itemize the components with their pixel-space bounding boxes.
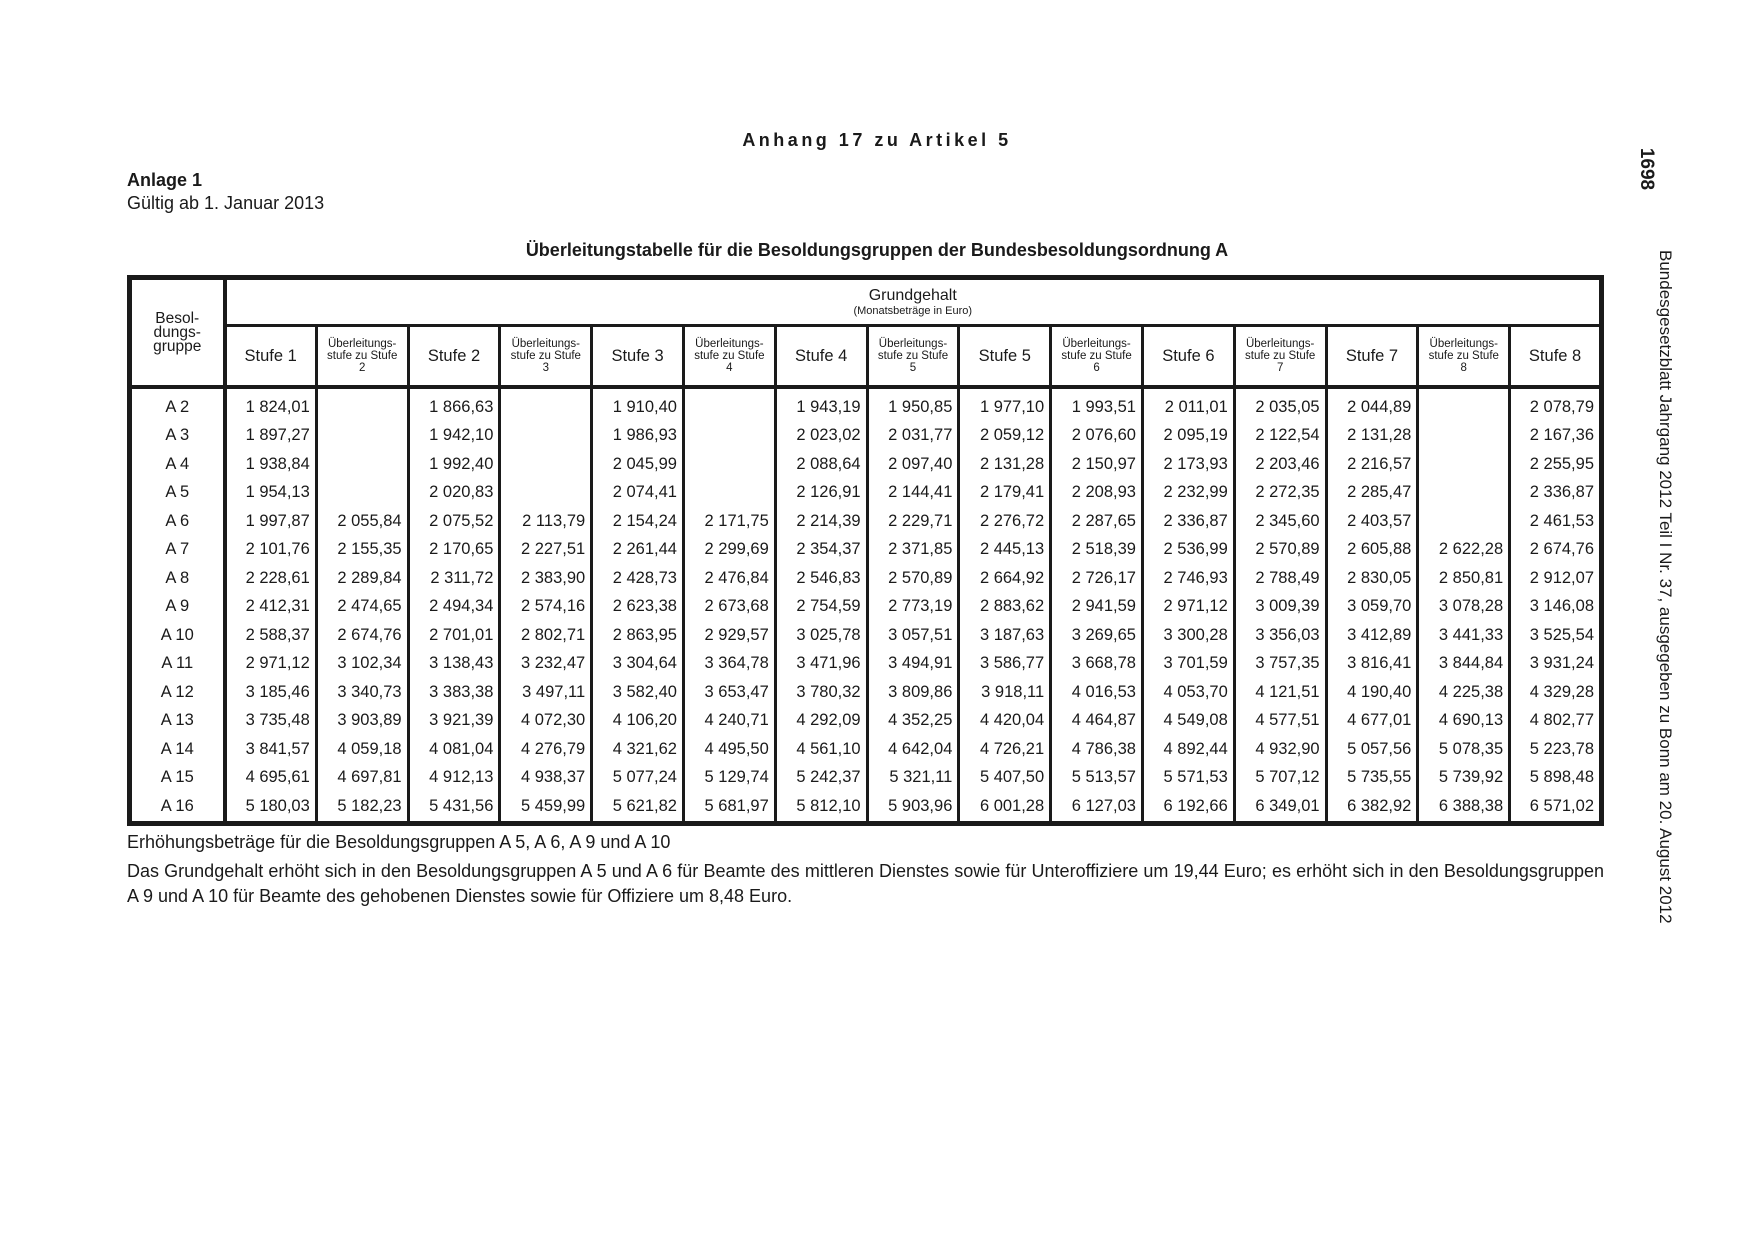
salary-cell: 6 001,28 xyxy=(959,792,1051,823)
pay-group-cell: A 4 xyxy=(130,450,225,479)
salary-cell: 3 918,11 xyxy=(959,678,1051,707)
salary-cell: 4 495,50 xyxy=(683,735,775,764)
salary-cell: 4 081,04 xyxy=(408,735,500,764)
salary-cell: 2 311,72 xyxy=(408,564,500,593)
salary-cell: 3 586,77 xyxy=(959,650,1051,679)
salary-cell: 2 035,05 xyxy=(1234,387,1326,422)
salary-cell: 4 053,70 xyxy=(1142,678,1234,707)
salary-cell xyxy=(1418,387,1510,422)
salary-cell: 2 011,01 xyxy=(1142,387,1234,422)
salary-cell xyxy=(500,387,592,422)
pay-group-cell: A 2 xyxy=(130,387,225,422)
salary-cell: 2 045,99 xyxy=(592,450,684,479)
salary-cell: 6 382,92 xyxy=(1326,792,1418,823)
annex-heading: Anhang 17 zu Artikel 5 xyxy=(742,130,1012,150)
salary-cell xyxy=(1418,422,1510,451)
salary-cell: 2 229,71 xyxy=(867,507,959,536)
salary-cell: 4 016,53 xyxy=(1051,678,1143,707)
table-row xyxy=(130,479,1602,508)
salary-cell: 3 931,24 xyxy=(1529,654,1594,673)
salary-cell: 2 131,28 xyxy=(959,450,1051,479)
salary-cell: 2 214,39 xyxy=(775,507,867,536)
salary-cell: 2 802,71 xyxy=(500,621,592,650)
anlage-title: Anlage 1 xyxy=(127,170,203,190)
salary-cell: 2 088,64 xyxy=(775,450,867,479)
salary-cell: 1 897,27 xyxy=(225,422,317,451)
column-header: Überleitungs- stufe zu Stufe 5 xyxy=(867,326,959,388)
salary-cell: 5 621,82 xyxy=(592,792,684,823)
table-row xyxy=(130,621,1602,650)
salary-cell: 3 701,59 xyxy=(1142,650,1234,679)
column-header: Überleitungs- stufe zu Stufe 6 xyxy=(1051,326,1143,388)
salary-cell: 2 345,60 xyxy=(1234,507,1326,536)
column-header: Überleitungs- stufe zu Stufe 4 xyxy=(683,326,775,388)
salary-cell: 2 023,02 xyxy=(775,422,867,451)
salary-cell: 4 561,10 xyxy=(775,735,867,764)
salary-cell: 6 571,02 xyxy=(1529,796,1594,815)
salary-cell: 2 299,69 xyxy=(683,536,775,565)
salary-cell: 2 664,92 xyxy=(959,564,1051,593)
salary-cell: 5 407,50 xyxy=(959,764,1051,793)
step-header-row xyxy=(130,326,1602,388)
salary-cell: 2 971,12 xyxy=(1142,593,1234,622)
salary-cell: 2 126,91 xyxy=(775,479,867,508)
salary-cell: 5 571,53 xyxy=(1142,764,1234,793)
salary-cell: 1 954,13 xyxy=(225,479,317,508)
pay-group-cell: A 16 xyxy=(130,792,225,823)
salary-cell: 3 138,43 xyxy=(408,650,500,679)
column-header: Stufe 7 xyxy=(1326,326,1418,388)
salary-cell: 3 903,89 xyxy=(316,707,408,736)
salary-cell: 2 546,83 xyxy=(775,564,867,593)
salary-cell: 2 518,39 xyxy=(1051,536,1143,565)
gazette-reference-text: Bundesgesetzblatt Jahrgang 2012 Teil I Nr. 37, ausgegeben zu Bonn am 20. August 2012 xyxy=(1656,250,1675,924)
salary-cell: 4 352,25 xyxy=(867,707,959,736)
salary-cell: 2 059,12 xyxy=(959,422,1051,451)
salary-cell xyxy=(316,479,408,508)
salary-cell: 3 009,39 xyxy=(1234,593,1326,622)
salary-cell: 4 690,13 xyxy=(1418,707,1510,736)
salary-cell xyxy=(683,450,775,479)
salary-cell: 2 227,51 xyxy=(500,536,592,565)
salary-cell: 2 285,47 xyxy=(1326,479,1418,508)
salary-cell: 2 055,84 xyxy=(316,507,408,536)
salary-cell: 4 642,04 xyxy=(867,735,959,764)
salary-cell: 2 272,35 xyxy=(1234,479,1326,508)
salary-cell: 1 986,93 xyxy=(592,422,684,451)
salary-cell: 2 354,37 xyxy=(775,536,867,565)
salary-cell: 2 076,60 xyxy=(1051,422,1143,451)
salary-cell: 5 078,35 xyxy=(1418,735,1510,764)
salary-cell: 4 677,01 xyxy=(1326,707,1418,736)
salary-cell xyxy=(1418,479,1510,508)
salary-cell: 4 577,51 xyxy=(1234,707,1326,736)
pay-group-cell: A 15 xyxy=(130,764,225,793)
salary-cell: 1 824,01 xyxy=(225,387,317,422)
salary-cell: 2 371,85 xyxy=(867,536,959,565)
salary-cell xyxy=(1418,507,1510,536)
salary-cell: 2 850,81 xyxy=(1418,564,1510,593)
salary-cell: 2 726,17 xyxy=(1051,564,1143,593)
grundgehalt-header xyxy=(225,278,1602,326)
salary-cell: 2 261,44 xyxy=(592,536,684,565)
salary-cell: 5 223,78 xyxy=(1529,739,1594,758)
salary-cell: 2 754,59 xyxy=(775,593,867,622)
salary-cell: 2 773,19 xyxy=(867,593,959,622)
salary-cell: 2 570,89 xyxy=(1234,536,1326,565)
salary-cell: 3 187,63 xyxy=(959,621,1051,650)
salary-cell: 1 938,84 xyxy=(225,450,317,479)
salary-cell: 2 746,93 xyxy=(1142,564,1234,593)
salary-cell: 2 074,41 xyxy=(592,479,684,508)
salary-cell: 5 735,55 xyxy=(1326,764,1418,793)
salary-cell: 3 232,47 xyxy=(500,650,592,679)
pay-group-cell: A 9 xyxy=(130,593,225,622)
salary-cell: 2 673,68 xyxy=(683,593,775,622)
column-header: Stufe 1 xyxy=(225,326,317,388)
table-row xyxy=(130,422,1602,451)
salary-cell: 3 582,40 xyxy=(592,678,684,707)
salary-cell: 4 059,18 xyxy=(316,735,408,764)
salary-cell: 2 674,76 xyxy=(316,621,408,650)
salary-cell: 3 841,57 xyxy=(225,735,317,764)
salary-cell: 4 695,61 xyxy=(225,764,317,793)
salary-cell xyxy=(683,387,775,422)
salary-cell: 2 403,57 xyxy=(1326,507,1418,536)
salary-cell: 2 208,93 xyxy=(1051,479,1143,508)
salary-cell: 2 287,65 xyxy=(1051,507,1143,536)
salary-cell: 2 428,73 xyxy=(592,564,684,593)
salary-cell: 3 059,70 xyxy=(1326,593,1418,622)
pay-group-cell: A 8 xyxy=(130,564,225,593)
pay-group-cell: A 10 xyxy=(130,621,225,650)
table-row xyxy=(130,450,1602,479)
salary-cell: 3 471,96 xyxy=(775,650,867,679)
salary-cell: 2 044,89 xyxy=(1326,387,1418,422)
salary-cell: 6 349,01 xyxy=(1234,792,1326,823)
salary-cell: 3 412,89 xyxy=(1326,621,1418,650)
column-header: Überleitungs- stufe zu Stufe 3 xyxy=(500,326,592,388)
salary-cell: 3 300,28 xyxy=(1142,621,1234,650)
salary-cell: 2 929,57 xyxy=(683,621,775,650)
pay-group-cell: A 11 xyxy=(130,650,225,679)
salary-cell: 4 292,09 xyxy=(775,707,867,736)
salary-cell: 1 943,19 xyxy=(775,387,867,422)
salary-cell: 1 942,10 xyxy=(408,422,500,451)
salary-cell: 5 180,03 xyxy=(225,792,317,823)
salary-cell: 6 388,38 xyxy=(1418,792,1510,823)
salary-cell xyxy=(500,450,592,479)
group-header-label: Besol- dungs- gruppe xyxy=(153,309,202,355)
salary-cell: 2 232,99 xyxy=(1142,479,1234,508)
table-row xyxy=(130,792,1602,823)
pay-group-cell: A 12 xyxy=(130,678,225,707)
salary-cell: 5 077,24 xyxy=(592,764,684,793)
table-row xyxy=(130,536,1602,565)
salary-cell: 1 950,85 xyxy=(867,387,959,422)
salary-cell xyxy=(500,479,592,508)
salary-cell: 6 192,66 xyxy=(1142,792,1234,823)
salary-cell: 2 203,46 xyxy=(1234,450,1326,479)
salary-cell: 5 459,99 xyxy=(500,792,592,823)
salary-cell: 3 668,78 xyxy=(1051,650,1143,679)
salary-cell: 3 025,78 xyxy=(775,621,867,650)
salary-cell: 2 536,99 xyxy=(1142,536,1234,565)
salary-cell: 2 830,05 xyxy=(1326,564,1418,593)
salary-cell: 2 588,37 xyxy=(225,621,317,650)
salary-cell: 4 106,20 xyxy=(592,707,684,736)
salary-cell: 3 653,47 xyxy=(683,678,775,707)
salary-cell: 2 883,62 xyxy=(959,593,1051,622)
salary-cell: 3 102,34 xyxy=(316,650,408,679)
salary-cell: 3 809,86 xyxy=(867,678,959,707)
salary-cell: 2 020,83 xyxy=(408,479,500,508)
column-header: Überleitungs- stufe zu Stufe 7 xyxy=(1234,326,1326,388)
salary-cell: 3 304,64 xyxy=(592,650,684,679)
salary-cell: 3 078,28 xyxy=(1418,593,1510,622)
side-gazette-reference xyxy=(1655,250,1675,1010)
pay-group-cell: A 6 xyxy=(130,507,225,536)
salary-cell: 3 364,78 xyxy=(683,650,775,679)
salary-cell: 2 122,54 xyxy=(1234,422,1326,451)
salary-cell: 2 078,79 xyxy=(1529,397,1594,416)
salary-cell: 2 170,65 xyxy=(408,536,500,565)
salary-cell: 2 097,40 xyxy=(867,450,959,479)
salary-cell: 3 780,32 xyxy=(775,678,867,707)
salary-table-body xyxy=(130,387,1602,823)
salary-cell: 2 289,84 xyxy=(316,564,408,593)
column-header: Stufe 4 xyxy=(775,326,867,388)
validity-date: Gültig ab 1. Januar 2013 xyxy=(127,193,325,213)
salary-cell: 5 812,10 xyxy=(775,792,867,823)
salary-cell: 5 129,74 xyxy=(683,764,775,793)
salary-cell: 2 412,31 xyxy=(225,593,317,622)
salary-cell: 3 525,54 xyxy=(1529,625,1594,644)
salary-cell: 1 910,40 xyxy=(592,387,684,422)
salary-cell: 4 912,13 xyxy=(408,764,500,793)
salary-cell: 5 903,96 xyxy=(867,792,959,823)
salary-cell: 4 938,37 xyxy=(500,764,592,793)
salary-cell: 2 167,36 xyxy=(1529,426,1594,445)
pay-group-cell: A 3 xyxy=(130,422,225,451)
table-row xyxy=(130,507,1602,536)
salary-cell: 2 276,72 xyxy=(959,507,1051,536)
table-row xyxy=(130,678,1602,707)
salary-cell: 4 240,71 xyxy=(683,707,775,736)
salary-cell: 3 735,48 xyxy=(225,707,317,736)
salary-cell: 3 057,51 xyxy=(867,621,959,650)
salary-cell: 2 383,90 xyxy=(500,564,592,593)
increase-note-body: Das Grundgehalt erhöht sich in den Besoldungsgruppen A 5 und A 6 für Beamte des mittleren Dienstes sowie für Unteroffiziere um 19,44 Euro; es erhöht sich in den Besoldungsgruppen A 9 und A 10 für Beamte des gehobenen Dienstes sowie für Offiziere um 8,48 Euro. xyxy=(127,861,1604,906)
pay-group-cell: A 13 xyxy=(130,707,225,736)
salary-cell: 2 216,57 xyxy=(1326,450,1418,479)
salary-cell: 2 474,65 xyxy=(316,593,408,622)
salary-cell: 5 057,56 xyxy=(1326,735,1418,764)
salary-cell: 2 336,87 xyxy=(1529,483,1594,502)
table-row xyxy=(130,387,1602,422)
salary-cell: 4 190,40 xyxy=(1326,678,1418,707)
salary-cell: 2 031,77 xyxy=(867,422,959,451)
table-row xyxy=(130,764,1602,793)
salary-cell: 3 757,35 xyxy=(1234,650,1326,679)
salary-cell: 3 146,08 xyxy=(1529,597,1594,616)
salary-cell: 2 336,87 xyxy=(1142,507,1234,536)
salary-cell: 4 697,81 xyxy=(316,764,408,793)
salary-cell: 3 340,73 xyxy=(316,678,408,707)
increase-note-title: Erhöhungsbeträge für die Besoldungsgruppen A 5, A 6, A 9 und A 10 xyxy=(127,832,671,852)
salary-cell: 4 932,90 xyxy=(1234,735,1326,764)
salary-cell: 4 321,62 xyxy=(592,735,684,764)
salary-cell: 1 992,40 xyxy=(408,450,500,479)
salary-cell: 2 179,41 xyxy=(959,479,1051,508)
salary-table xyxy=(127,275,1604,826)
salary-cell: 2 150,97 xyxy=(1051,450,1143,479)
salary-cell xyxy=(683,422,775,451)
salary-cell: 4 802,77 xyxy=(1529,711,1594,730)
salary-cell: 2 461,53 xyxy=(1529,511,1594,530)
salary-cell: 1 866,63 xyxy=(408,387,500,422)
salary-cell: 3 356,03 xyxy=(1234,621,1326,650)
salary-cell: 4 329,28 xyxy=(1529,682,1594,701)
salary-cell: 2 255,95 xyxy=(1529,454,1594,473)
column-header: Stufe 2 xyxy=(408,326,500,388)
salary-cell: 4 276,79 xyxy=(500,735,592,764)
salary-cell xyxy=(500,422,592,451)
salary-cell: 4 225,38 xyxy=(1418,678,1510,707)
salary-cell xyxy=(316,450,408,479)
salary-cell: 5 739,92 xyxy=(1418,764,1510,793)
salary-cell: 4 786,38 xyxy=(1051,735,1143,764)
column-header: Überleitungs- stufe zu Stufe 2 xyxy=(316,326,408,388)
column-header: Stufe 3 xyxy=(592,326,684,388)
salary-cell: 2 674,76 xyxy=(1529,540,1594,559)
salary-cell: 2 154,24 xyxy=(592,507,684,536)
salary-cell: 2 605,88 xyxy=(1326,536,1418,565)
salary-cell: 2 788,49 xyxy=(1234,564,1326,593)
salary-cell: 2 171,75 xyxy=(683,507,775,536)
salary-cell: 2 075,52 xyxy=(408,507,500,536)
salary-cell: 2 095,19 xyxy=(1142,422,1234,451)
salary-cell xyxy=(316,387,408,422)
salary-cell: 4 549,08 xyxy=(1142,707,1234,736)
salary-cell: 4 726,21 xyxy=(959,735,1051,764)
salary-cell: 2 173,93 xyxy=(1142,450,1234,479)
table-row xyxy=(130,735,1602,764)
salary-cell: 5 898,48 xyxy=(1529,768,1594,787)
salary-cell: 2 570,89 xyxy=(867,564,959,593)
salary-cell: 4 121,51 xyxy=(1234,678,1326,707)
table-row xyxy=(130,593,1602,622)
salary-cell: 2 131,28 xyxy=(1326,422,1418,451)
column-header: Stufe 5 xyxy=(959,326,1051,388)
salary-cell xyxy=(683,479,775,508)
salary-cell: 3 441,33 xyxy=(1418,621,1510,650)
salary-cell: 5 707,12 xyxy=(1234,764,1326,793)
grundgehalt-label: Grundgehalt xyxy=(868,287,957,304)
column-header: Überleitungs- stufe zu Stufe 8 xyxy=(1418,326,1510,388)
salary-cell: 3 497,11 xyxy=(500,678,592,707)
grundgehalt-sub-label: (Monatsbeträge in Euro) xyxy=(853,305,973,317)
salary-cell: 2 494,34 xyxy=(408,593,500,622)
salary-cell: 2 476,84 xyxy=(683,564,775,593)
salary-cell: 2 574,16 xyxy=(500,593,592,622)
salary-cell: 1 997,87 xyxy=(225,507,317,536)
salary-cell: 5 242,37 xyxy=(775,764,867,793)
salary-cell: 5 182,23 xyxy=(316,792,408,823)
salary-cell: 2 445,13 xyxy=(959,536,1051,565)
pay-group-cell: A 7 xyxy=(130,536,225,565)
salary-cell: 2 113,79 xyxy=(500,507,592,536)
salary-cell: 2 228,61 xyxy=(225,564,317,593)
pay-group-cell: A 5 xyxy=(130,479,225,508)
salary-cell: 3 816,41 xyxy=(1326,650,1418,679)
salary-cell: 4 892,44 xyxy=(1142,735,1234,764)
salary-cell: 3 269,65 xyxy=(1051,621,1143,650)
salary-cell: 4 072,30 xyxy=(500,707,592,736)
salary-cell: 3 844,84 xyxy=(1418,650,1510,679)
group-column-header xyxy=(130,278,225,388)
column-header: Stufe 8 xyxy=(1510,326,1602,388)
salary-cell: 2 701,01 xyxy=(408,621,500,650)
salary-cell: 2 971,12 xyxy=(225,650,317,679)
salary-cell: 4 420,04 xyxy=(959,707,1051,736)
salary-cell: 2 101,76 xyxy=(225,536,317,565)
table-row xyxy=(130,707,1602,736)
salary-cell: 3 494,91 xyxy=(867,650,959,679)
page-number: 1698 xyxy=(1636,147,1658,191)
salary-cell: 1 977,10 xyxy=(959,387,1051,422)
salary-cell: 5 431,56 xyxy=(408,792,500,823)
salary-cell: 3 383,38 xyxy=(408,678,500,707)
table-row xyxy=(130,564,1602,593)
salary-cell: 2 155,35 xyxy=(316,536,408,565)
salary-cell: 2 623,38 xyxy=(592,593,684,622)
salary-cell: 6 127,03 xyxy=(1051,792,1143,823)
pay-group-cell: A 14 xyxy=(130,735,225,764)
column-header: Stufe 6 xyxy=(1142,326,1234,388)
salary-cell: 4 464,87 xyxy=(1051,707,1143,736)
salary-cell: 5 513,57 xyxy=(1051,764,1143,793)
salary-cell: 2 144,41 xyxy=(867,479,959,508)
table-row xyxy=(130,650,1602,679)
salary-cell: 2 622,28 xyxy=(1418,536,1510,565)
salary-cell: 2 863,95 xyxy=(592,621,684,650)
salary-cell: 1 993,51 xyxy=(1051,387,1143,422)
salary-cell: 3 921,39 xyxy=(408,707,500,736)
table-title: Überleitungstabelle für die Besoldungsgruppen der Bundesbesoldungsordnung A xyxy=(525,240,1229,260)
salary-cell: 5 321,11 xyxy=(867,764,959,793)
salary-cell xyxy=(1418,450,1510,479)
salary-cell xyxy=(316,422,408,451)
salary-cell: 2 912,07 xyxy=(1529,568,1594,587)
salary-cell: 3 185,46 xyxy=(225,678,317,707)
salary-cell: 2 941,59 xyxy=(1051,593,1143,622)
salary-cell: 5 681,97 xyxy=(683,792,775,823)
